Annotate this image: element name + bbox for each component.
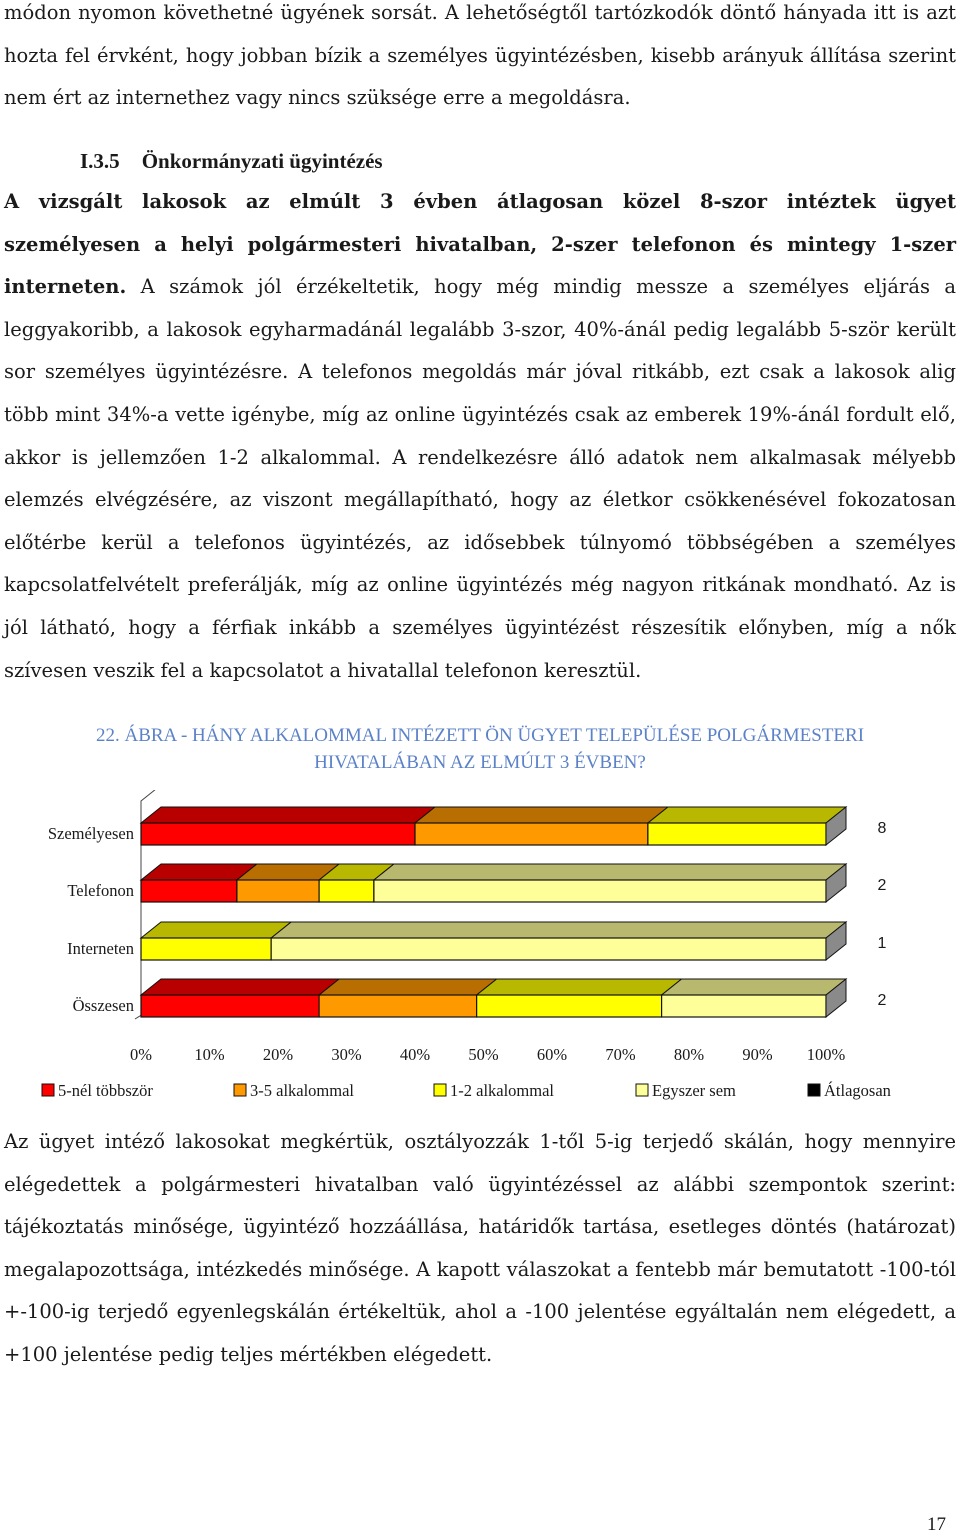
bar-top — [319, 979, 497, 995]
bar-segment — [415, 823, 648, 845]
bar-segment — [271, 938, 826, 960]
bar-top — [141, 807, 435, 823]
section-paragraph — [4, 181, 956, 692]
bar-segment — [319, 995, 477, 1017]
legend-label: 5-nél többször — [58, 1081, 153, 1100]
closing-paragraph: Az ügyet intéző lakosokat megkértük, osztályozzák 1-től 5-ig terjedő skálán, hogy mennyire elégedettek a polgármesteri hivatalban való ügyintézéssel az alábbi szempontok szerint: tájékoztatás minősége, ügyintéző hozzáállása, határidők tartása, esetleges döntés (határozat) megalapozottsága, intézkedés minősége. A kapott válaszokat a fentebb már bemutatott -100-tól +-100-ig terjedő egyenlegskálán értékeltük, ahol a -100 jelentése egyáltalán nem elégedett, a +100 jelentése pedig teljes mértékben elégedett. — [4, 1130, 956, 1366]
average-label: 2 — [877, 877, 887, 894]
legend-swatch — [808, 1084, 820, 1096]
bar-top — [648, 807, 846, 823]
body-text: A számok jól érzékeltetik, hogy még mindig messze a személyes eljárás a leggyakoribb, a lakosok egyharmadánál legalább 3-szor, 40%-ánál pedig legalább 5-ször került sor személyes ügyintézésre. A telefonos megoldás már jóval ritkább, ezt csak a lakosok alig több mint 34%-a vette igénybe, míg az online ügyintézés csak az emberek 19%-ánál fordult elő, akkor is jellemzően 1-2 alkalommal. A rendelkezésre álló adatok nem alkalmasak mélyebb elemzés elvégzésére, az viszont megállapítható, hogy az életkor csökkenésével fokozatosan előtérbe kerül a telefonos ügyintézés, az idősebbek túlnyomó többségében a személyes kapcsolatfelvételt preferálják, míg az online ügyintézés még nagyon ritkának mondható. Az is jól látható, hogy a férfiak inkább a személyes ügyintézést részesítik előnyben, míg a nők szívesen veszik fel a kapcsolatot a hivatallal telefonon keresztül. — [4, 275, 956, 682]
bold-lead-text: A vizsgált lakosok az elmúlt 3 évben átlagosan közel 8-szor intéztek ügyet személyesen a helyi polgármesteri hivatalban, 2-szer telefonon és mintegy 1-szer interneten. — [4, 190, 956, 299]
bar-segment — [237, 880, 319, 902]
legend-label: 3-5 alkalommal — [250, 1081, 355, 1100]
page-number: 17 — [927, 1514, 946, 1535]
bar-segment — [141, 938, 271, 960]
intro-paragraph: módon nyomon követhetné ügyének sorsát. A lehetőségtől tartózkodók döntő hányada itt is azt hozta fel érvként, hogy jobban bízik a személyes ügyintézésben, kisebb arányuk állítása szerint nem ért az internethez vagy nincs szüksége erre a megoldásra. — [4, 1, 956, 110]
bar-top — [141, 922, 291, 938]
x-tick-label: 50% — [468, 1045, 499, 1064]
bar-segment — [662, 995, 826, 1017]
category-label: Összesen — [72, 996, 134, 1015]
average-label: 8 — [877, 820, 887, 837]
x-tick-label: 100% — [806, 1045, 846, 1064]
x-tick-label: 40% — [399, 1045, 431, 1064]
figure-caption-line-1: 22. ÁBRA - HÁNY ALKALOMMAL INTÉZETT ÖN ÜGYET TELEPÜLÉSE POLGÁRMESTERI — [95, 725, 865, 746]
bar-segment — [319, 880, 374, 902]
bar-segment — [141, 823, 415, 845]
bar-top — [415, 807, 668, 823]
stacked-bar-chart — [0, 790, 960, 1115]
bar-segment — [477, 995, 662, 1017]
section-heading — [4, 143, 383, 179]
section-number: I.3.5 — [80, 149, 120, 173]
x-tick-label: 60% — [536, 1045, 568, 1064]
figure-caption — [0, 722, 960, 776]
legend-label: Átlagosan — [824, 1081, 891, 1100]
legend-swatch — [434, 1084, 446, 1096]
legend-swatch — [636, 1084, 648, 1096]
average-label: 1 — [877, 935, 887, 952]
bar-segment — [648, 823, 826, 845]
bar-segment — [141, 995, 319, 1017]
x-tick-label: 70% — [605, 1045, 636, 1064]
x-tick-label: 90% — [742, 1045, 773, 1064]
legend-label: Egyszer sem — [652, 1081, 736, 1100]
x-tick-label: 0% — [130, 1045, 152, 1064]
x-tick-label: 10% — [194, 1045, 225, 1064]
legend-label: 1-2 alkalommal — [450, 1081, 555, 1100]
x-tick-label: 30% — [331, 1045, 362, 1064]
average-label: 2 — [877, 992, 887, 1009]
bar-segment — [374, 880, 826, 902]
category-label: Személyesen — [47, 824, 134, 843]
bar-top — [374, 864, 846, 880]
x-tick-label: 80% — [673, 1045, 705, 1064]
figure-caption-line-2: HIVATALÁBAN AZ ELMÚLT 3 ÉVBEN? — [314, 752, 646, 773]
bar-top — [662, 979, 846, 995]
bar-top — [477, 979, 682, 995]
legend-swatch — [42, 1084, 54, 1096]
bar-top — [271, 922, 846, 938]
category-label: Interneten — [67, 939, 134, 958]
category-label: Telefonon — [67, 881, 134, 900]
legend-swatch — [234, 1084, 246, 1096]
bar-segment — [141, 880, 237, 902]
section-title: Önkormányzati ügyintézés — [141, 149, 383, 173]
x-tick-label: 20% — [262, 1045, 294, 1064]
bar-top — [141, 979, 339, 995]
